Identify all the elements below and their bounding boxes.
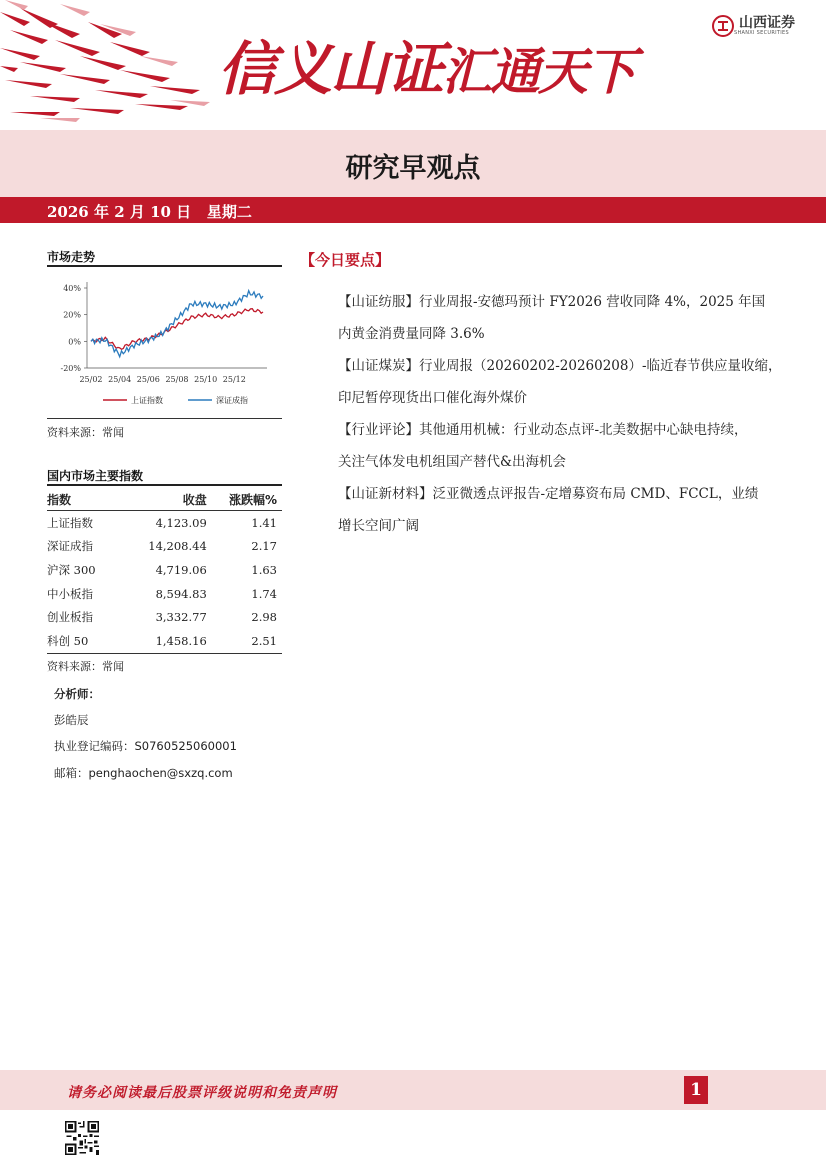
series-line-shenzhen — [91, 291, 263, 357]
key-point-line: 关注气体发电机组国产替代&出海机会 — [338, 454, 567, 470]
report-date: 2026 年 2 月 10 日 星期二 — [47, 203, 252, 221]
x-tick-label: 25/06 — [136, 375, 160, 384]
header-change: 涨跌幅% — [207, 488, 282, 511]
index-change: 2.17 — [251, 539, 277, 554]
divider — [47, 484, 282, 486]
key-point-line: 【山证新材料】泛亚微透点评报告-定增募资布局 CMD、FCCL，业绩 — [338, 486, 759, 502]
x-tick-label: 25/10 — [194, 375, 218, 384]
y-tick-label: -20% — [60, 364, 81, 373]
key-point-item[interactable] — [338, 478, 788, 542]
table-row — [47, 558, 282, 582]
index-change: 1.63 — [251, 562, 277, 577]
analyst-email: 邮箱：penghaochen@sxzq.com — [54, 766, 233, 780]
header-banner — [0, 0, 826, 130]
logo-emblem-icon — [712, 15, 734, 37]
table-source: 资料来源：常闻 — [47, 660, 124, 673]
index-close: 14,208.44 — [148, 539, 207, 554]
x-tick-label: 25/04 — [108, 375, 132, 384]
page-number: 1 — [684, 1076, 708, 1104]
analyst-label: 分析师： — [54, 687, 100, 701]
legend-label: 上证指数 — [131, 396, 163, 405]
key-point-item[interactable] — [338, 414, 788, 478]
header-index: 指数 — [47, 488, 139, 511]
series-line-shanghai — [91, 309, 263, 350]
header-close: 收盘 — [139, 488, 207, 511]
y-tick-label: 0% — [68, 337, 81, 347]
index-change: 2.98 — [251, 610, 277, 625]
y-tick-label: 20% — [63, 310, 81, 320]
analyst-registration: 执业登记编码：S0760525060001 — [54, 739, 237, 753]
index-close: 4,719.06 — [155, 562, 207, 577]
key-point-line: 【行业评论】其他通用机械：行业动态点评-北美数据中心缺电持续， — [338, 422, 748, 438]
key-points-title: 【今日要点】 — [300, 251, 391, 269]
logo-subtitle: SHANXI SECURITIES — [734, 30, 789, 36]
market-trend-chart — [47, 272, 282, 412]
slogan-part2: 汇通天下 — [442, 43, 635, 101]
table-row — [47, 511, 282, 535]
key-point-line: 增长空间广阔 — [338, 518, 419, 534]
key-point-line: 【山证纺服】行业周报-安德玛预计 FY2026 营收同降 4%，2025 年国 — [338, 294, 766, 310]
key-point-line: 印尼暂停现货出口催化海外煤价 — [338, 390, 527, 406]
key-point-line: 内黄金消费量同降 3.6% — [338, 326, 485, 342]
chart-source: 资料来源：常闻 — [47, 426, 124, 439]
index-name: 深证成指 — [47, 539, 93, 554]
legend-label: 深证成指 — [216, 396, 248, 405]
company-logo — [712, 14, 795, 38]
table-row — [47, 535, 282, 559]
index-close: 8,594.83 — [155, 586, 207, 601]
index-close: 1,458.16 — [139, 629, 207, 653]
key-point-line: 【山证煤炭】行业周报（20260202-20260208）-临近春节供应量收缩， — [338, 358, 782, 374]
disclaimer-notice: 请务必阅读最后股票评级说明和免责声明 — [67, 1085, 337, 1101]
logo-name: 山西证券 — [739, 15, 795, 31]
index-name: 创业板指 — [47, 610, 93, 625]
indices-title: 国内市场主要指数 — [47, 469, 144, 483]
red-arrows-decoration — [0, 0, 240, 130]
index-change: 1.74 — [251, 586, 277, 601]
slogan-part1: 信义山证 — [218, 35, 443, 103]
qr-code-icon — [65, 1121, 99, 1155]
table-row — [47, 582, 282, 606]
x-tick-label: 25/12 — [222, 375, 246, 384]
index-close: 4,123.09 — [155, 515, 207, 530]
report-title: 研究早观点 — [345, 153, 481, 184]
slogan — [218, 22, 634, 106]
y-tick-label: 40% — [63, 284, 81, 293]
key-point-item[interactable] — [338, 350, 788, 414]
index-change: 1.41 — [251, 515, 277, 530]
index-close: 3,332.77 — [155, 610, 207, 625]
indices-table — [47, 488, 282, 654]
index-name: 沪深 300 — [47, 562, 96, 577]
table-row — [47, 605, 282, 629]
x-tick-label: 25/08 — [165, 375, 189, 384]
table-header-row — [47, 488, 282, 511]
market-trend-title: 市场走势 — [47, 250, 96, 264]
index-name: 上证指数 — [47, 515, 93, 530]
index-name: 科创 50 — [47, 629, 139, 653]
analyst-name: 彭皓辰 — [54, 713, 89, 727]
key-point-item[interactable] — [338, 286, 788, 350]
index-name: 中小板指 — [47, 586, 93, 601]
table-row — [47, 629, 282, 653]
index-change: 2.51 — [207, 629, 282, 653]
divider — [47, 265, 282, 267]
divider — [47, 418, 282, 419]
x-tick-label: 25/02 — [79, 375, 103, 384]
